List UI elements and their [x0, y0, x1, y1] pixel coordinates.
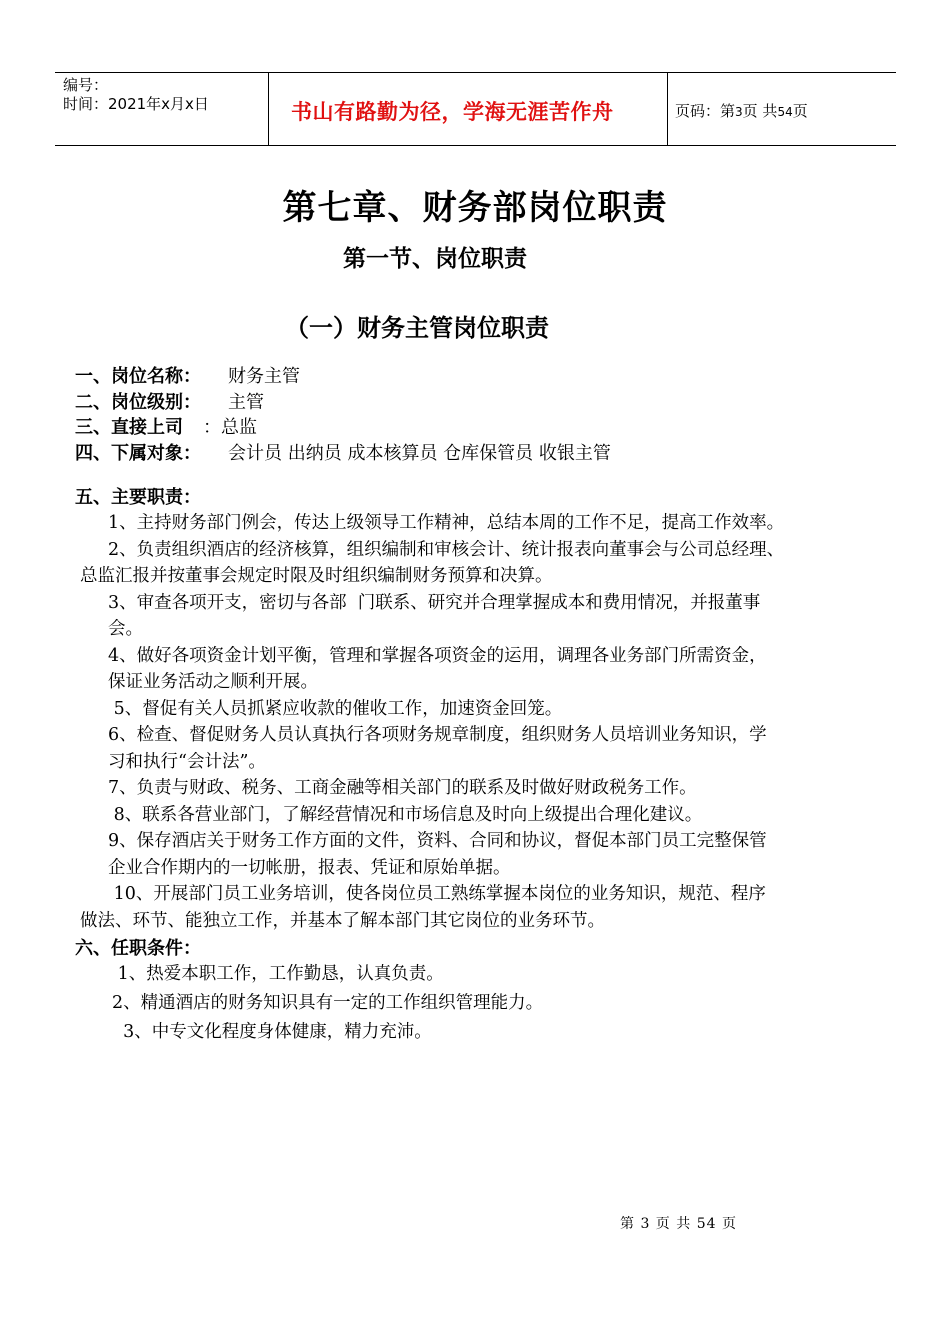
list-item: 会。 — [108, 619, 143, 639]
header-page-cell — [667, 73, 896, 145]
info-row — [75, 390, 264, 416]
list-item: 4、做好各项资金计划平衡，管理和掌握各项资金的运用，调理各业务部门所需资金， — [108, 645, 767, 666]
motto: 书山有路勤为径，学海无涯苦作舟 — [291, 99, 614, 124]
list-item: 2、精通酒店的财务知识具有一定的工作组织管理能力。 — [112, 993, 544, 1013]
list-item: 3、中专文化程度身体健康，精力充沛。 — [112, 1022, 432, 1042]
list-item: 企业合作期内的一切帐册，报表、凭证和原始单据。 — [108, 857, 511, 878]
page-mid: 页 共 — [742, 102, 778, 120]
section-subtitle: 第一节、岗位职责 — [343, 245, 527, 272]
duties-heading: 五、主要职责： — [75, 487, 201, 508]
info-label: 四、下属对象： — [75, 442, 201, 464]
info-row — [75, 364, 300, 390]
info-row — [75, 415, 257, 441]
page-suffix: 页 — [792, 102, 808, 120]
page-footer: 第 3 页 共 54 页 — [620, 1216, 737, 1232]
list-item: 7、负责与财政、税务、工商金融等相关部门的联系及时做好财政税务工作。 — [108, 778, 697, 798]
page-total: 54 — [777, 105, 793, 119]
header-meta — [55, 73, 268, 145]
list-item: 习和执行“会计法”。 — [108, 751, 266, 772]
list-item: 1、热爱本职工作，工作勤恳，认真负责。 — [112, 964, 444, 984]
list-item: 2、负责组织酒店的经济核算，组织编制和审核会计、统计报表向董事会与公司总经理、 — [108, 539, 785, 560]
requirements-list — [112, 960, 543, 1047]
page-prefix: 页码：第 — [675, 102, 736, 120]
list-item: 5、督促有关人员抓紧应收款的催收工作，加速资金回笼。 — [108, 698, 563, 719]
document-header — [55, 72, 896, 146]
list-item: 9、保存酒店关于财务工作方面的文件，资料、合同和协议，督促本部门员工完整保管 — [108, 831, 767, 851]
list-item: 6、检查、督促财务人员认真执行各项财务规章制度，组织财务人员培训业务知识，学 — [108, 725, 767, 745]
info-value: ：总监 — [203, 417, 257, 438]
header-motto-cell — [268, 73, 668, 145]
list-item: 1、主持财务部门例会，传达上级领导工作精神，总结本周的工作不足，提高工作效率。 — [108, 513, 785, 533]
list-item: 做法、环节、能独立工作，并基本了解本部门其它岗位的业务环节。 — [80, 910, 605, 931]
info-label: 一、岗位名称： — [75, 366, 201, 387]
info-label: 三、直接上司 — [75, 417, 183, 438]
list-item: 总监汇报并按董事会规定时限及时组织编制财务预算和决算。 — [80, 566, 553, 586]
subsection-title: （一）财务主管岗位职责 — [285, 313, 549, 342]
list-item: 8、联系各营业部门，了解经营情况和市场信息及时向上级提出合理化建议。 — [108, 804, 703, 825]
chapter-title: 第七章、财务部岗位职责 — [282, 188, 668, 228]
info-value: 会计员 出纳员 成本核算员 仓库保管员 收银主管 — [228, 442, 611, 464]
duties-list — [80, 510, 890, 934]
list-item: 10、开展部门员工业务培训，使各岗位员工熟练掌握本岗位的业务知识，规范、程序 — [108, 884, 766, 904]
requirements-heading: 六、任职条件： — [75, 938, 201, 959]
info-label: 二、岗位级别： — [75, 391, 201, 413]
page-info — [675, 100, 808, 121]
list-item: 保证业务活动之顺利开展。 — [108, 672, 318, 692]
info-value: 财务主管 — [228, 366, 300, 387]
info-row — [75, 441, 611, 467]
time-label: 时间：2021年x月x日 — [63, 95, 209, 113]
position-info — [75, 364, 611, 466]
list-item: 3、审查各项开支，密切与各部 门联系、研究并合理掌握成本和费用情况，并报董事 — [108, 592, 761, 613]
page-number: 3 — [735, 105, 743, 119]
info-value: 主管 — [228, 391, 264, 413]
number-label: 编号： — [63, 76, 109, 94]
